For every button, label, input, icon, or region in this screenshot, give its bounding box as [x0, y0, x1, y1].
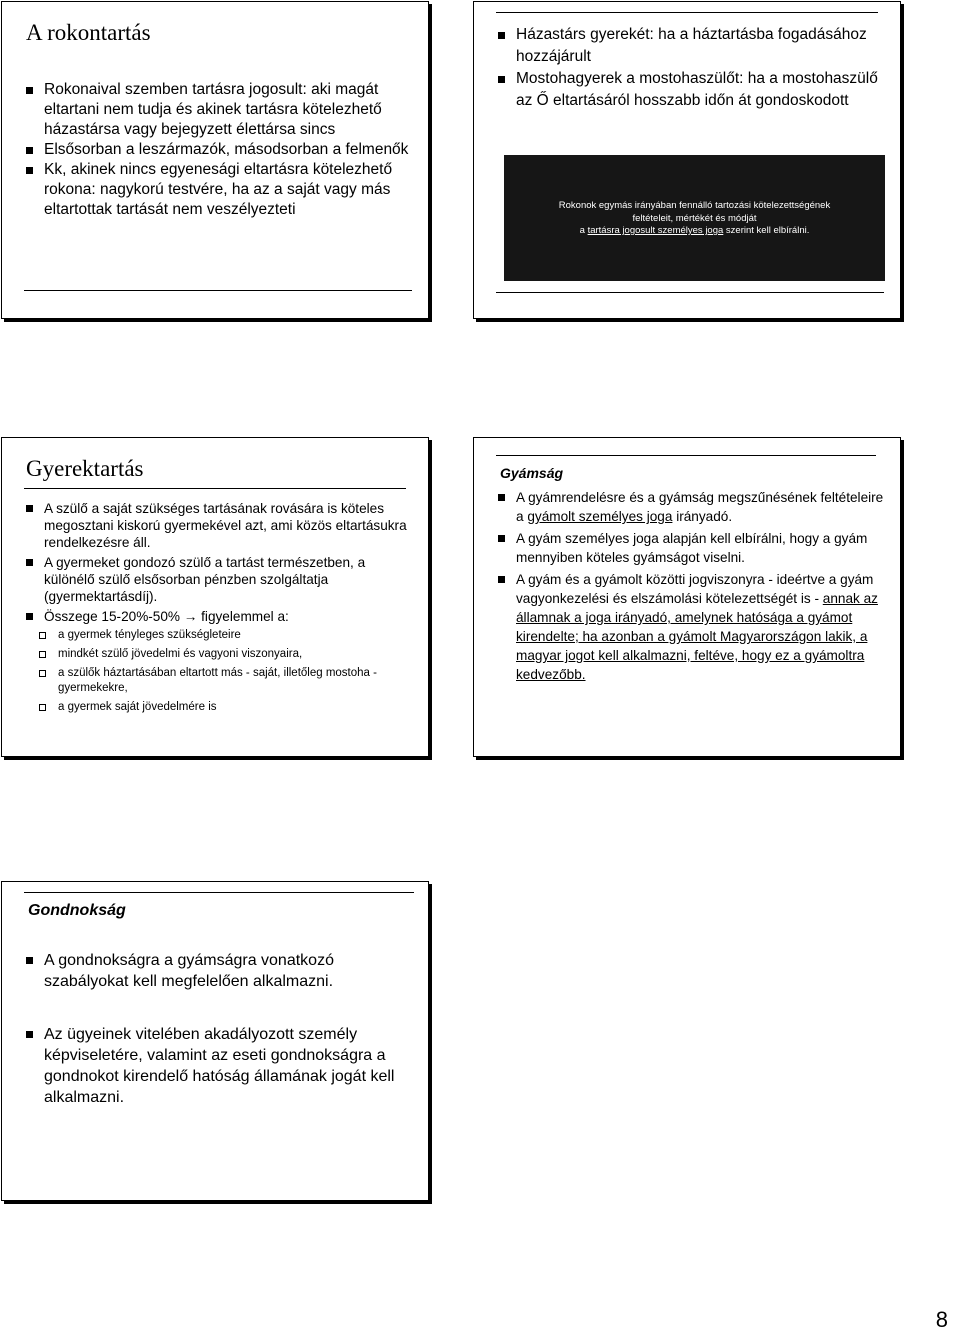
list-item: Házastárs gyerekét: ha a háztartásba fogadásához hozzájárult [496, 24, 886, 68]
slide-title: A rokontartás [26, 20, 151, 45]
bullet-list [24, 80, 414, 220]
slide-gondnoksag [1, 881, 429, 1201]
list-item: Kk, akinek nincs egyenesági eltartásra kötelezhető rokona: nagykorú testvére, ha az a saját vagy más eltartottak tartását nem veszélyezteti [24, 160, 414, 220]
divider [24, 290, 412, 291]
underlined-text: gyámolt személyes joga [527, 509, 673, 524]
divider [24, 892, 414, 893]
sub-item: a gyermek tényleges szükségleteire [36, 628, 406, 643]
bullet-list [496, 488, 888, 684]
list-item: A gyermeket gondozó szülő a tartást természetben, a különélő szülő elsősorban pénzben szolgáltatja (gyermektartásdíj). [24, 554, 416, 605]
divider [496, 292, 884, 293]
bullet-list [496, 24, 886, 112]
list-item: Elsősorban a leszármazók, másodsorban a felmenők [24, 140, 414, 160]
sub-item: mindkét szülő jövedelmi és vagyoni viszonyaira, [36, 647, 406, 662]
box-line: feltételeit, mértékét és módját [632, 212, 757, 224]
list-item: Mostohagyerek a mostohaszülőt: ha a mostohaszülő az Ő eltartásáról hosszabb időn át gondoskodott [496, 68, 886, 112]
highlight-box [504, 155, 885, 281]
section-heading: Gondnokság [28, 902, 126, 919]
bullet-list [24, 500, 416, 625]
list-item: A gyámrendelésre és a gyámság megszűnésének feltételeire a gyámolt személyes joga irányadó. [496, 488, 888, 526]
list-item: Az ügyeinek vitelében akadályozott személy képviseletére, valamint az eseti gondnokságra a gondnokot kirendelő hatóság államának jogát kell alkalmazni. [24, 1024, 416, 1108]
list-item: A gyám és a gyámolt közötti jogviszonyra - ideértve a gyám vagyonkezelési és elszámolási kötelezettségét is - annak az államnak a joga irányadó, amelynek hatósága a gyámot kirendelte; ha azonban a gyámolt Magyarországon lakik, a magyar jogot kell alkalmazni, feltéve, hogy ez a gyámoltra kedvezőbb. [496, 570, 888, 684]
divider [24, 488, 406, 489]
box-link: tartásra jogosult személyes joga [587, 225, 724, 236]
sub-item: a gyermek saját jövedelmére is [36, 700, 406, 715]
divider [496, 12, 878, 13]
section-heading: Gyámság [500, 465, 564, 481]
box-line: Rokonok egymás irányában fennálló tartozási kötelezettségének [558, 200, 831, 211]
list-item: Rokonaival szemben tartásra jogosult: aki magát eltartani nem tudja és akinek tartásra kötelezhető házastársa vagy bejegyzett élettársa sincs [24, 80, 414, 140]
slide-rokontartas [1, 1, 429, 319]
list-item: A gyám személyes joga alapján kell elbírálni, hogy a gyám mennyiben köteles gyámságot viselni. [496, 529, 888, 567]
slide-gyamsag [473, 437, 901, 757]
box-line: a tartásra jogosult személyes joga szerint kell elbírálni. [579, 225, 810, 236]
list-item: Összege 15-20%-50% → figyelemmel a: [24, 608, 416, 625]
divider [496, 455, 876, 456]
slide-gyerektartas [1, 437, 429, 757]
sub-item: a szülők háztartásában eltartott más - saját, illetőleg mostoha - gyermekekre, [36, 666, 406, 696]
page-number: 8 [935, 1307, 948, 1332]
bullet-list [24, 950, 416, 1108]
list-item: A szülő a saját szükséges tartásának rovására is köteles megosztani kiskorú gyermekével azt, ami közös eltartásukra rendelkezésre áll. [24, 500, 416, 551]
underlined-text: annak az államnak a joga irányadó, amelynek hatósága a gyámot kirendelte; ha azonban a gyámolt Magyarországon lakik, a magyar jogot kell alkalmazni, feltéve, hogy ez a gyámoltra kedvezőbb. [516, 591, 878, 682]
slide-rokontartas-folytatas [473, 1, 901, 319]
slide-title: Gyerektartás [26, 456, 144, 481]
sub-list [36, 628, 406, 715]
list-item: A gondnokságra a gyámságra vonatkozó szabályokat kell megfelelően alkalmazni. [24, 950, 416, 992]
